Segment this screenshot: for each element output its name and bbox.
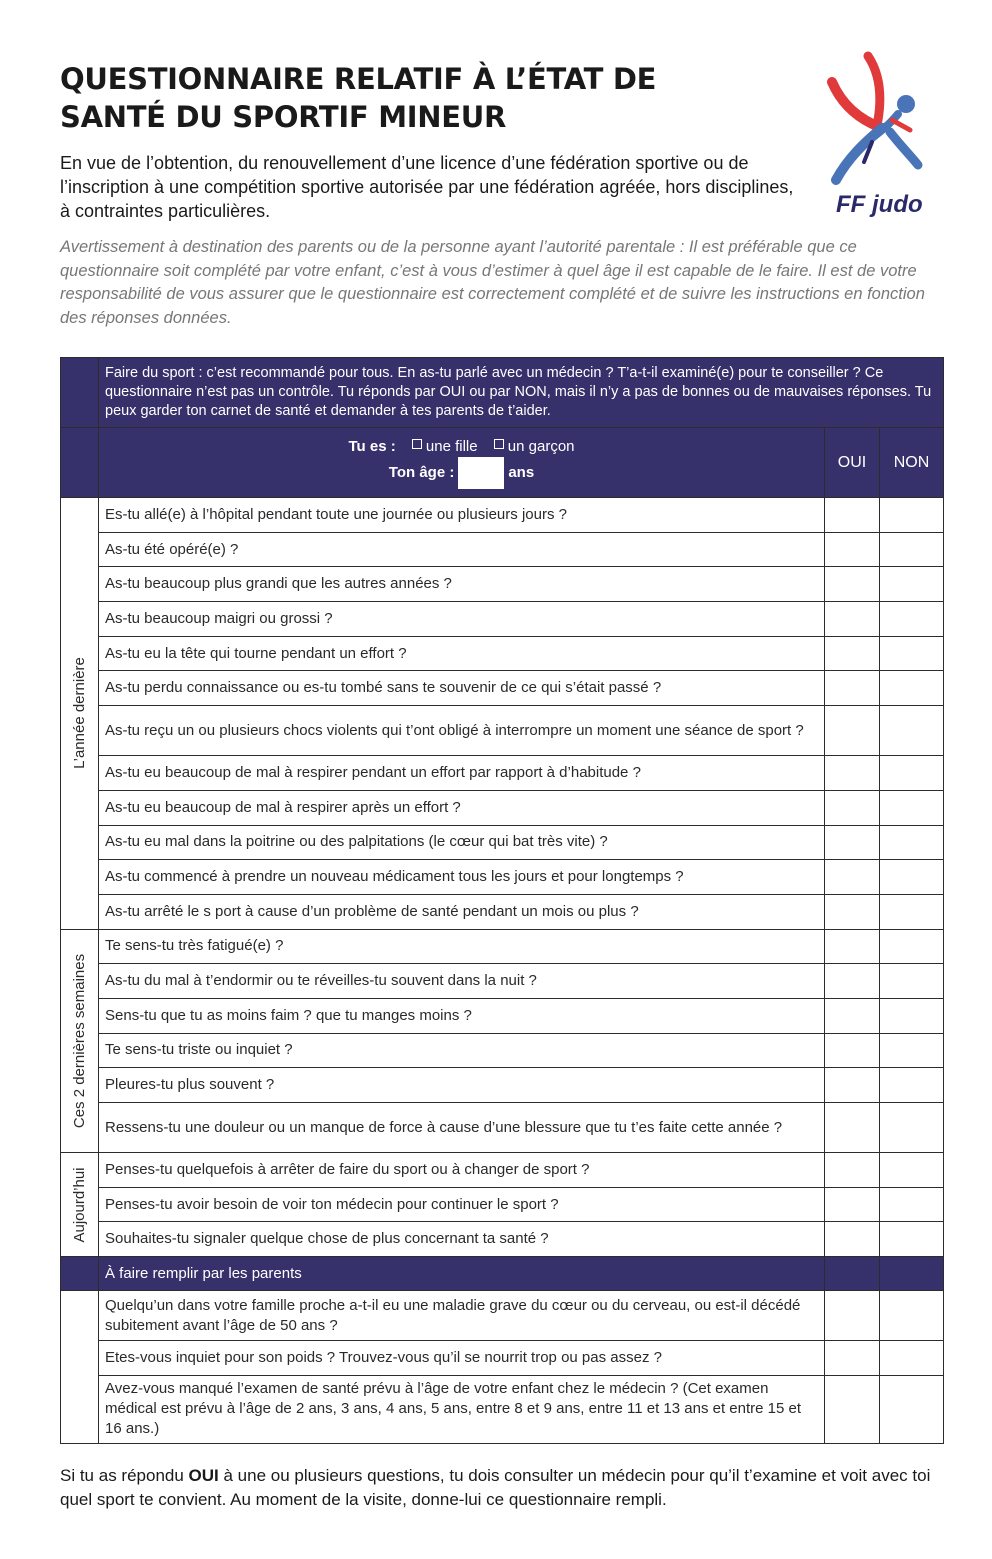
boy-checkbox[interactable]	[494, 439, 504, 449]
column-header-non: NON	[880, 428, 944, 498]
answer-oui-0-5[interactable]	[825, 671, 880, 706]
question-row	[61, 825, 944, 860]
answer-oui-1-3[interactable]	[825, 1033, 880, 1068]
title-line-2: SANTÉ DU SPORTIF MINEUR	[60, 100, 507, 134]
section-label: Ces 2 dernières semaines	[70, 953, 88, 1128]
question-text: Te sens-tu très fatigué(e) ?	[99, 929, 825, 964]
answer-non-1-4[interactable]	[880, 1068, 944, 1103]
answer-non-0-8[interactable]	[880, 790, 944, 825]
answer-non-0-9[interactable]	[880, 825, 944, 860]
question-row	[61, 498, 944, 533]
parents-header-row	[61, 1257, 944, 1291]
answer-oui-0-6[interactable]	[825, 706, 880, 756]
answer-oui-1-0[interactable]	[825, 929, 880, 964]
answer-non-p1[interactable]	[880, 1341, 944, 1376]
question-text: As-tu perdu connaissance ou es-tu tombé sans te souvenir de ce qui s’était passé ?	[99, 671, 825, 706]
question-row	[61, 964, 944, 999]
answer-non-0-5[interactable]	[880, 671, 944, 706]
answer-non-0-6[interactable]	[880, 706, 944, 756]
parents-side-cell	[61, 1291, 99, 1444]
answer-non-0-0[interactable]	[880, 498, 944, 533]
intro-text: Faire du sport : c’est recommandé pour tous. En as-tu parlé avec un médecin ? T’a-t-il examiné(e) pour te conseiller ? Ce questionnaire n’est pas un contrôle. Tu réponds par OUI ou par NON, mais il n’y a pas de bonnes ou de mauvaises réponses. Tu peux garder ton carnet de santé et demander à tes parents de t’aider.	[99, 358, 944, 428]
answer-oui-0-8[interactable]	[825, 790, 880, 825]
answer-oui-p2[interactable]	[825, 1375, 880, 1443]
question-row	[61, 706, 944, 756]
parent-question-row	[61, 1291, 944, 1341]
answer-non-1-2[interactable]	[880, 998, 944, 1033]
answer-oui-0-11[interactable]	[825, 894, 880, 929]
girl-checkbox[interactable]	[412, 439, 422, 449]
answer-oui-1-2[interactable]	[825, 998, 880, 1033]
section-label-cell	[61, 498, 99, 930]
answer-non-1-1[interactable]	[880, 964, 944, 999]
question-row	[61, 756, 944, 791]
question-text: Es-tu allé(e) à l’hôpital pendant toute une journée ou plusieurs jours ?	[99, 498, 825, 533]
questionnaire-table	[60, 357, 944, 1444]
question-text: As-tu eu beaucoup de mal à respirer pendant un effort par rapport à d’habitude ?	[99, 756, 825, 791]
question-row	[61, 532, 944, 567]
footer-text-oui: OUI	[188, 1466, 219, 1485]
answer-oui-0-2[interactable]	[825, 567, 880, 602]
header-side-cell	[61, 428, 99, 498]
boy-option[interactable]	[494, 438, 575, 455]
question-row	[61, 1153, 944, 1188]
question-text: As-tu été opéré(e) ?	[99, 532, 825, 567]
answer-non-p0[interactable]	[880, 1291, 944, 1341]
footer-text-start: Si tu as répondu	[60, 1466, 189, 1485]
answer-oui-0-7[interactable]	[825, 756, 880, 791]
question-row	[61, 929, 944, 964]
answer-non-1-5[interactable]	[880, 1103, 944, 1153]
age-label: Ton âge :	[388, 463, 455, 481]
intro-row	[61, 358, 944, 428]
answer-oui-1-4[interactable]	[825, 1068, 880, 1103]
answer-non-1-3[interactable]	[880, 1033, 944, 1068]
answer-non-2-2[interactable]	[880, 1222, 944, 1257]
question-text: Penses-tu avoir besoin de voir ton médecin pour continuer le sport ?	[99, 1187, 825, 1222]
question-text: Ressens-tu une douleur ou un manque de force à cause d’une blessure que tu t’es faite cette année ?	[99, 1103, 825, 1153]
boy-option-label: un garçon	[507, 437, 575, 455]
question-row	[61, 602, 944, 637]
answer-non-1-0[interactable]	[880, 929, 944, 964]
section-label: Aujourd’hui	[70, 1167, 88, 1243]
parent-question-row	[61, 1375, 944, 1443]
answer-oui-0-3[interactable]	[825, 602, 880, 637]
question-text: As-tu beaucoup plus grandi que les autres années ?	[99, 567, 825, 602]
answer-oui-0-9[interactable]	[825, 825, 880, 860]
answer-non-0-11[interactable]	[880, 894, 944, 929]
section-label-cell	[61, 929, 99, 1152]
question-row	[61, 1068, 944, 1103]
parents-header-side	[61, 1257, 99, 1291]
answer-oui-1-1[interactable]	[825, 964, 880, 999]
parents-header-non	[880, 1257, 944, 1291]
answer-non-0-4[interactable]	[880, 636, 944, 671]
section-label-cell	[61, 1153, 99, 1257]
age-input[interactable]	[458, 457, 504, 489]
question-row	[61, 790, 944, 825]
question-text: As-tu eu beaucoup de mal à respirer après un effort ?	[99, 790, 825, 825]
question-text: As-tu du mal à t’endormir ou te réveilles-tu souvent dans la nuit ?	[99, 964, 825, 999]
age-unit: ans	[508, 463, 535, 481]
you-are-label: Tu es :	[348, 437, 396, 455]
page-title	[60, 60, 820, 136]
question-row	[61, 998, 944, 1033]
title-line-1: QUESTIONNAIRE RELATIF À L’ÉTAT DE	[60, 62, 657, 96]
answer-non-0-3[interactable]	[880, 602, 944, 637]
answer-oui-0-4[interactable]	[825, 636, 880, 671]
logo-text: FF judo	[836, 191, 923, 218]
answer-oui-p0[interactable]	[825, 1291, 880, 1341]
question-text: Penses-tu quelquefois à arrêter de faire du sport ou à changer de sport ?	[99, 1153, 825, 1188]
girl-option-label: une fille	[425, 437, 478, 455]
parent-question-text: Etes-vous inquiet pour son poids ? Trouvez-vous qu’il se nourrit trop ou pas assez ?	[99, 1341, 825, 1376]
answer-non-0-1[interactable]	[880, 532, 944, 567]
answer-oui-2-2[interactable]	[825, 1222, 880, 1257]
question-row	[61, 1222, 944, 1257]
question-row	[61, 1187, 944, 1222]
answer-oui-0-1[interactable]	[825, 532, 880, 567]
question-row	[61, 567, 944, 602]
parent-question-text: Avez-vous manqué l’examen de santé prévu à l’âge de votre enfant chez le médecin ? (Cet examen médical est prévu à l’âge de 2 ans, 3 ans, 4 ans, 5 ans, entre 8 et 9 ans, entre 11 et 13 ans et entre 15 et 16 ans.)	[99, 1375, 825, 1443]
girl-option[interactable]	[412, 438, 478, 455]
question-row	[61, 1033, 944, 1068]
answer-non-2-1[interactable]	[880, 1187, 944, 1222]
identity-row	[61, 428, 944, 498]
section-label: L’année dernière	[70, 657, 88, 770]
question-row	[61, 894, 944, 929]
column-header-oui: OUI	[825, 428, 880, 498]
parent-question-text: Quelqu’un dans votre famille proche a-t-il eu une maladie grave du cœur ou du cerveau, ou est-il décédé subitement avant l’âge de 50 ans ?	[99, 1291, 825, 1341]
subtitle: En vue de l’obtention, du renouvellement d’une licence d’une fédération sportive ou de l’inscription à une compétition sportive autorisée par une fédération agréée, hors disciplines, à contraintes particulières.	[60, 153, 794, 221]
answer-non-0-7[interactable]	[880, 756, 944, 791]
answer-non-2-0[interactable]	[880, 1153, 944, 1188]
answer-oui-p1[interactable]	[825, 1341, 880, 1376]
parents-header-oui	[825, 1257, 880, 1291]
question-text: As-tu eu la tête qui tourne pendant un effort ?	[99, 636, 825, 671]
question-row	[61, 636, 944, 671]
question-text: As-tu arrêté le s port à cause d’un problème de santé pendant un mois ou plus ?	[99, 894, 825, 929]
parents-header: À faire remplir par les parents	[99, 1257, 825, 1291]
answer-oui-2-0[interactable]	[825, 1153, 880, 1188]
question-text: Sens-tu que tu as moins faim ? que tu manges moins ?	[99, 998, 825, 1033]
answer-oui-0-0[interactable]	[825, 498, 880, 533]
footer-text-end: à une ou plusieurs questions, tu dois consulter un médecin pour qu’il t’examine et voit avec toi quel sport te convient. Au moment de la visite, donne-lui ce questionnaire rempli.	[60, 1466, 931, 1509]
question-row	[61, 671, 944, 706]
question-text: As-tu commencé à prendre un nouveau médicament tous les jours et pour longtemps ?	[99, 860, 825, 895]
ff-judo-logo	[820, 50, 940, 220]
parent-question-row	[61, 1341, 944, 1376]
question-row	[61, 860, 944, 895]
question-text: As-tu reçu un ou plusieurs chocs violents qui t’ont obligé à interrompre un moment une séance de sport ?	[99, 706, 825, 756]
question-text: As-tu beaucoup maigri ou grossi ?	[99, 602, 825, 637]
question-text: Pleures-tu plus souvent ?	[99, 1068, 825, 1103]
answer-oui-0-10[interactable]	[825, 860, 880, 895]
answer-non-0-10[interactable]	[880, 860, 944, 895]
answer-oui-2-1[interactable]	[825, 1187, 880, 1222]
header-corner-cell	[61, 358, 99, 428]
question-text: As-tu eu mal dans la poitrine ou des palpitations (le cœur qui bat très vite) ?	[99, 825, 825, 860]
footer-instructions	[60, 1464, 940, 1511]
question-text: Souhaites-tu signaler quelque chose de plus concernant ta santé ?	[99, 1222, 825, 1257]
answer-non-0-2[interactable]	[880, 567, 944, 602]
question-row	[61, 1103, 944, 1153]
identity-cell	[99, 428, 825, 498]
answer-non-p2[interactable]	[880, 1375, 944, 1443]
question-text: Te sens-tu triste ou inquiet ?	[99, 1033, 825, 1068]
parental-warning: Avertissement à destination des parents ou de la personne ayant l’autorité parentale : Il est préférable que ce questionnaire soit complété par votre enfant, c’est à vous d’estimer à quel âge il est capable de le faire. Il est de votre responsabilité de vous assurer que le questionnaire est correctement complété et de suivre les instructions en fonction des réponses données.	[60, 238, 925, 327]
answer-oui-1-5[interactable]	[825, 1103, 880, 1153]
